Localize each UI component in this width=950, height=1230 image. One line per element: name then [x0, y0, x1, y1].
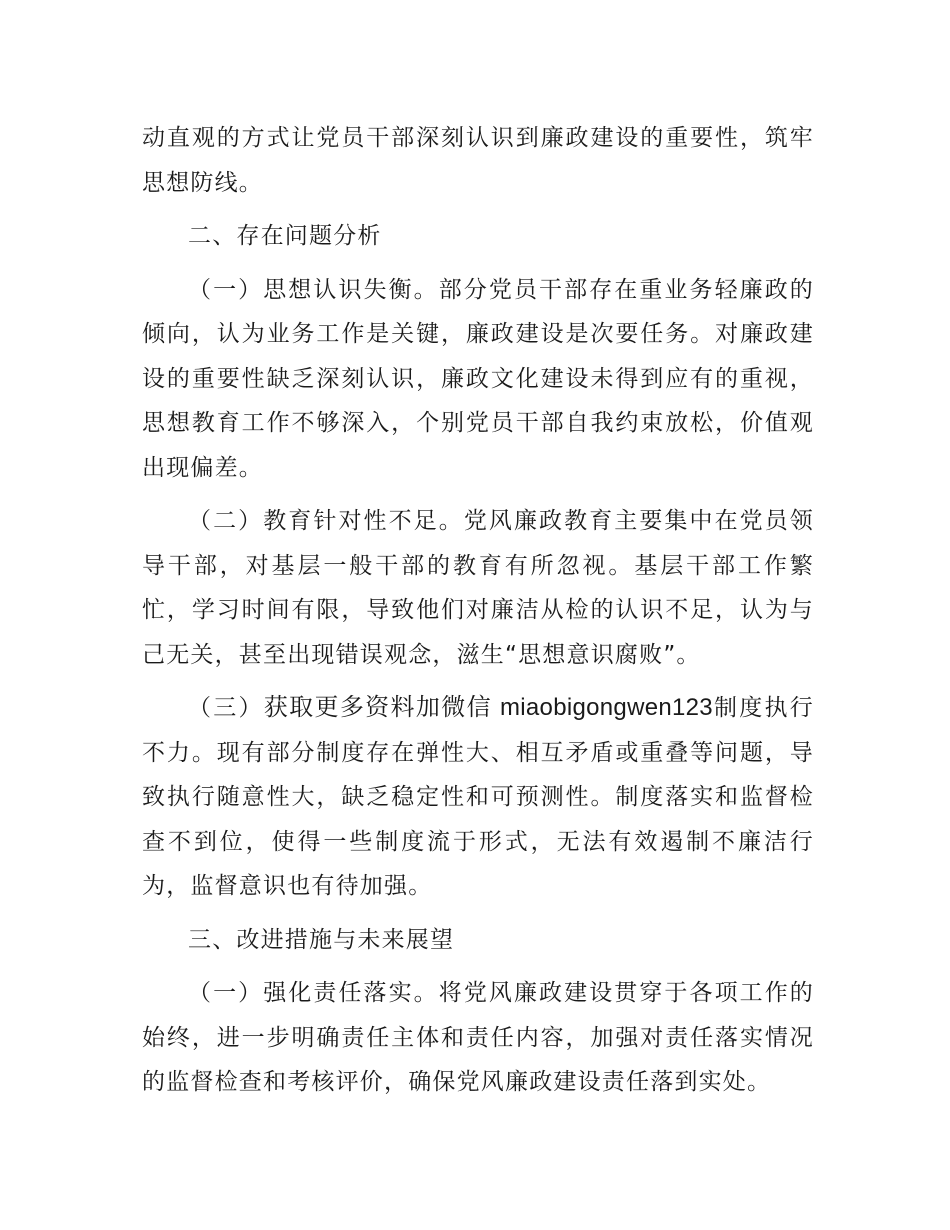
paragraph-ideological-imbalance: （一）思想认识失衡。部分党员干部存在重业务轻廉政的倾向，认为业务工作是关键，廉政建设是次要任务。对廉政建设的重要性缺乏深刻认识，廉政文化建设未得到应有的重视，思想教育工作不够深入，个别党员干部自我约束放松，价值观出现偏差。	[142, 276, 814, 481]
paragraph-continuation: 动直观的方式让党员干部深刻认识到廉政建设的重要性，筑牢思想防线。	[142, 125, 814, 196]
paragraph-system-execution	[142, 686, 814, 909]
item-prefix: （三）	[188, 695, 264, 721]
section-heading-problems: 二、存在问题分析	[188, 223, 382, 249]
contact-watermark-text: 获取更多资料加微信 miaobigongwen123	[263, 694, 713, 721]
document-body	[142, 116, 814, 1114]
paragraph-responsibility: （一）强化责任落实。将党风廉政建设贯穿于各项工作的始终，进一步明确责任主体和责任内容，加强对责任落实情况的监督检查和考核评价，确保党风廉政建设责任落到实处。	[142, 980, 814, 1095]
paragraph-education-insufficient: （二）教育针对性不足。党风廉政教育主要集中在党员领导干部，对基层一般干部的教育有所忽视。基层干部工作繁忙，学习时间有限，导致他们对廉洁从检的认识不足，认为与己无关，甚至出现错误观念，滋生“思想意识腐败”。	[142, 508, 814, 668]
section-heading-improvements: 三、改进措施与未来展望	[188, 926, 455, 953]
paragraph-body: 制度执行不力。现有部分制度存在弹性大、相互矛盾或重叠等问题，导致执行随意性大，缺乏稳定性和可预测性。制度落实和监督检查不到位，使得一些制度流于形式，无法有效遏制不廉洁行为，监督意识也有待加强。	[142, 695, 814, 899]
